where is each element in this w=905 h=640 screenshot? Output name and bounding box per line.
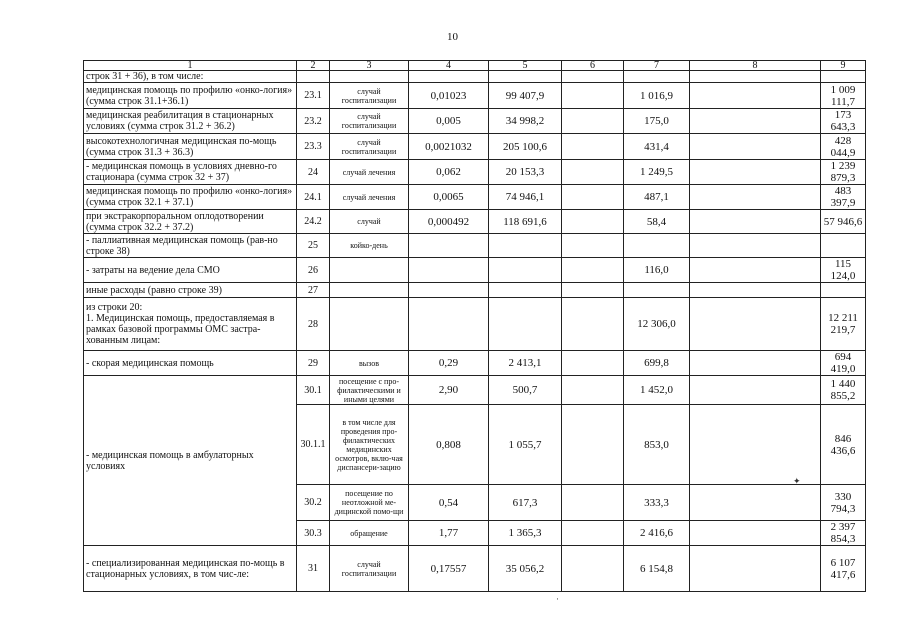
unit-cell: случай госпитализации (330, 546, 409, 592)
value-cell: 1 440 855,2 (821, 376, 866, 405)
value-cell: 1 055,7 (489, 405, 562, 485)
table-row (84, 258, 866, 283)
value-cell: 118 691,6 (489, 210, 562, 234)
value-cell (562, 521, 624, 546)
row-label: медицинская реабилитация в стационарных условиях (сумма строк 31.2 + 36.2) (84, 109, 297, 134)
value-cell: 846 436,6 (821, 405, 866, 485)
row-label: из строки 20: 1. Медицинская помощь, предоставляемая в рамках базовой программы ОМС застра-хованным лицам: (84, 298, 297, 351)
value-cell (562, 298, 624, 351)
value-cell (409, 71, 489, 83)
unit-cell: посещение с про-филактическими и иными целями (330, 376, 409, 405)
value-cell: 0,000492 (409, 210, 489, 234)
value-cell: 699,8 (624, 351, 690, 376)
unit-cell: в том числе для проведения про-филактических медицинских осмотров, вклю-чая диспансери-зацию (330, 405, 409, 485)
row-code: 30.1.1 (297, 405, 330, 485)
value-cell: 0,0065 (409, 185, 489, 210)
row-code: 30.3 (297, 521, 330, 546)
column-header: 7 (624, 61, 690, 71)
row-code: 28 (297, 298, 330, 351)
row-label: - медицинская помощь в условиях дневно-го стационара (сумма строк 32 + 37) (84, 160, 297, 185)
value-cell: 6 154,8 (624, 546, 690, 592)
value-cell (690, 234, 821, 258)
value-cell (409, 234, 489, 258)
value-cell (624, 283, 690, 298)
value-cell (821, 283, 866, 298)
unit-cell (330, 258, 409, 283)
table-row (84, 298, 866, 351)
value-cell (690, 521, 821, 546)
value-cell (690, 185, 821, 210)
value-cell (690, 376, 821, 405)
header-row (84, 61, 866, 71)
unit-cell (330, 71, 409, 83)
value-cell: 173 643,3 (821, 109, 866, 134)
value-cell: 1 365,3 (489, 521, 562, 546)
value-cell: 99 407,9 (489, 83, 562, 109)
unit-cell: случай госпитализации (330, 83, 409, 109)
value-cell (562, 185, 624, 210)
value-cell: 2 413,1 (489, 351, 562, 376)
value-cell (624, 234, 690, 258)
value-cell: 116,0 (624, 258, 690, 283)
value-cell: 487,1 (624, 185, 690, 210)
value-cell: 0,17557 (409, 546, 489, 592)
value-cell (562, 210, 624, 234)
row-label: при экстракорпоральном оплодотворении (сумма строк 32.2 + 37.2) (84, 210, 297, 234)
row-code: 31 (297, 546, 330, 592)
value-cell: 330 794,3 (821, 485, 866, 521)
value-cell (690, 351, 821, 376)
column-header: 4 (409, 61, 489, 71)
value-cell: 428 044,9 (821, 134, 866, 160)
value-cell (562, 546, 624, 592)
value-cell: 1 009 111,7 (821, 83, 866, 109)
value-cell: 1,77 (409, 521, 489, 546)
value-cell (690, 109, 821, 134)
value-cell (562, 405, 624, 485)
value-cell: 0,54 (409, 485, 489, 521)
column-header: 2 (297, 61, 330, 71)
row-code: 23.1 (297, 83, 330, 109)
row-label: - затраты на ведение дела СМО (84, 258, 297, 283)
row-code: 26 (297, 258, 330, 283)
unit-cell: случай госпитализации (330, 134, 409, 160)
table-row (84, 185, 866, 210)
value-cell (562, 83, 624, 109)
unit-cell (330, 283, 409, 298)
value-cell (562, 160, 624, 185)
table-row (84, 351, 866, 376)
value-cell (690, 258, 821, 283)
table-row (84, 83, 866, 109)
value-cell (690, 546, 821, 592)
unit-cell: вызов (330, 351, 409, 376)
scan-mark: ✦ (793, 476, 801, 486)
value-cell: 333,3 (624, 485, 690, 521)
value-cell: 115 124,0 (821, 258, 866, 283)
value-cell (562, 283, 624, 298)
value-cell (690, 283, 821, 298)
value-cell: 0,29 (409, 351, 489, 376)
row-code (297, 71, 330, 83)
value-cell (690, 485, 821, 521)
value-cell: 12 306,0 (624, 298, 690, 351)
value-cell: 483 397,9 (821, 185, 866, 210)
row-label: медицинская помощь по профилю «онко-логия» (сумма строк 32.1 + 37.1) (84, 185, 297, 210)
value-cell: 0,01023 (409, 83, 489, 109)
unit-cell (330, 298, 409, 351)
row-code: 23.2 (297, 109, 330, 134)
value-cell: 175,0 (624, 109, 690, 134)
value-cell (562, 258, 624, 283)
value-cell (821, 71, 866, 83)
value-cell: 12 211 219,7 (821, 298, 866, 351)
row-code: 24.2 (297, 210, 330, 234)
value-cell (489, 258, 562, 283)
row-label: - скорая медицинская помощь (84, 351, 297, 376)
value-cell (690, 134, 821, 160)
table-row (84, 234, 866, 258)
value-cell: 500,7 (489, 376, 562, 405)
value-cell: 0,0021032 (409, 134, 489, 160)
value-cell: 1 016,9 (624, 83, 690, 109)
row-code: 27 (297, 283, 330, 298)
value-cell (690, 160, 821, 185)
unit-cell: посещение по неотложной ме-дицинской помо-щи (330, 485, 409, 521)
value-cell (562, 134, 624, 160)
row-code: 30.2 (297, 485, 330, 521)
value-cell (690, 298, 821, 351)
column-header: 6 (562, 61, 624, 71)
value-cell: 34 998,2 (489, 109, 562, 134)
value-cell: 2,90 (409, 376, 489, 405)
table-row (84, 283, 866, 298)
value-cell: 2 416,6 (624, 521, 690, 546)
value-cell (489, 298, 562, 351)
value-cell: 0,005 (409, 109, 489, 134)
row-code: 23.3 (297, 134, 330, 160)
value-cell: 57 946,6 (821, 210, 866, 234)
table-row (84, 376, 866, 405)
value-cell: 0,808 (409, 405, 489, 485)
value-cell (624, 71, 690, 83)
table-row (84, 134, 866, 160)
table-row (84, 160, 866, 185)
value-cell: 853,0 (624, 405, 690, 485)
value-cell: 6 107 417,6 (821, 546, 866, 592)
value-cell (690, 405, 821, 485)
value-cell: 431,4 (624, 134, 690, 160)
scan-dot: · (556, 594, 559, 604)
row-code: 25 (297, 234, 330, 258)
value-cell: 74 946,1 (489, 185, 562, 210)
value-cell (409, 258, 489, 283)
value-cell (562, 71, 624, 83)
unit-cell: случай госпитализации (330, 109, 409, 134)
value-cell (562, 485, 624, 521)
table-row (84, 71, 866, 83)
row-code: 30.1 (297, 376, 330, 405)
column-header: 1 (84, 61, 297, 71)
value-cell (562, 234, 624, 258)
unit-cell: случай (330, 210, 409, 234)
value-cell (562, 351, 624, 376)
value-cell: 20 153,3 (489, 160, 562, 185)
value-cell (562, 109, 624, 134)
column-header: 3 (330, 61, 409, 71)
value-cell: 58,4 (624, 210, 690, 234)
value-cell: 1 239 879,3 (821, 160, 866, 185)
value-cell: 1 249,5 (624, 160, 690, 185)
value-cell: 1 452,0 (624, 376, 690, 405)
value-cell: 35 056,2 (489, 546, 562, 592)
unit-cell: койко-день (330, 234, 409, 258)
table-row (84, 109, 866, 134)
row-label: строк 31 + 36), в том числе: (84, 71, 297, 83)
row-label: - медицинская помощь в амбулаторных условиях (84, 376, 297, 546)
column-header: 9 (821, 61, 866, 71)
row-code: 24 (297, 160, 330, 185)
table-row (84, 546, 866, 592)
value-cell (409, 283, 489, 298)
table-row (84, 210, 866, 234)
row-code: 24.1 (297, 185, 330, 210)
value-cell (489, 283, 562, 298)
value-cell (489, 234, 562, 258)
unit-cell: случай лечения (330, 185, 409, 210)
value-cell (409, 298, 489, 351)
row-label: - специализированная медицинская по-мощь в стационарных условиях, в том чис-ле: (84, 546, 297, 592)
value-cell (690, 83, 821, 109)
value-cell (821, 234, 866, 258)
row-label: высокотехнологичная медицинская по-мощь (сумма строк 31.3 + 36.3) (84, 134, 297, 160)
value-cell: 694 419,0 (821, 351, 866, 376)
column-header: 8 (690, 61, 821, 71)
row-label: - паллиативная медицинская помощь (рав-но строке 38) (84, 234, 297, 258)
data-table (83, 60, 866, 592)
value-cell (690, 210, 821, 234)
value-cell: 617,3 (489, 485, 562, 521)
value-cell: 205 100,6 (489, 134, 562, 160)
value-cell: 2 397 854,3 (821, 521, 866, 546)
row-code: 29 (297, 351, 330, 376)
unit-cell: случай лечения (330, 160, 409, 185)
column-header: 5 (489, 61, 562, 71)
value-cell (562, 376, 624, 405)
row-label: медицинская помощь по профилю «онко-логия» (сумма строк 31.1+36.1) (84, 83, 297, 109)
row-label: иные расходы (равно строке 39) (84, 283, 297, 298)
page-number: 10 (447, 31, 458, 43)
value-cell: 0,062 (409, 160, 489, 185)
unit-cell: обращение (330, 521, 409, 546)
value-cell (489, 71, 562, 83)
value-cell (690, 71, 821, 83)
